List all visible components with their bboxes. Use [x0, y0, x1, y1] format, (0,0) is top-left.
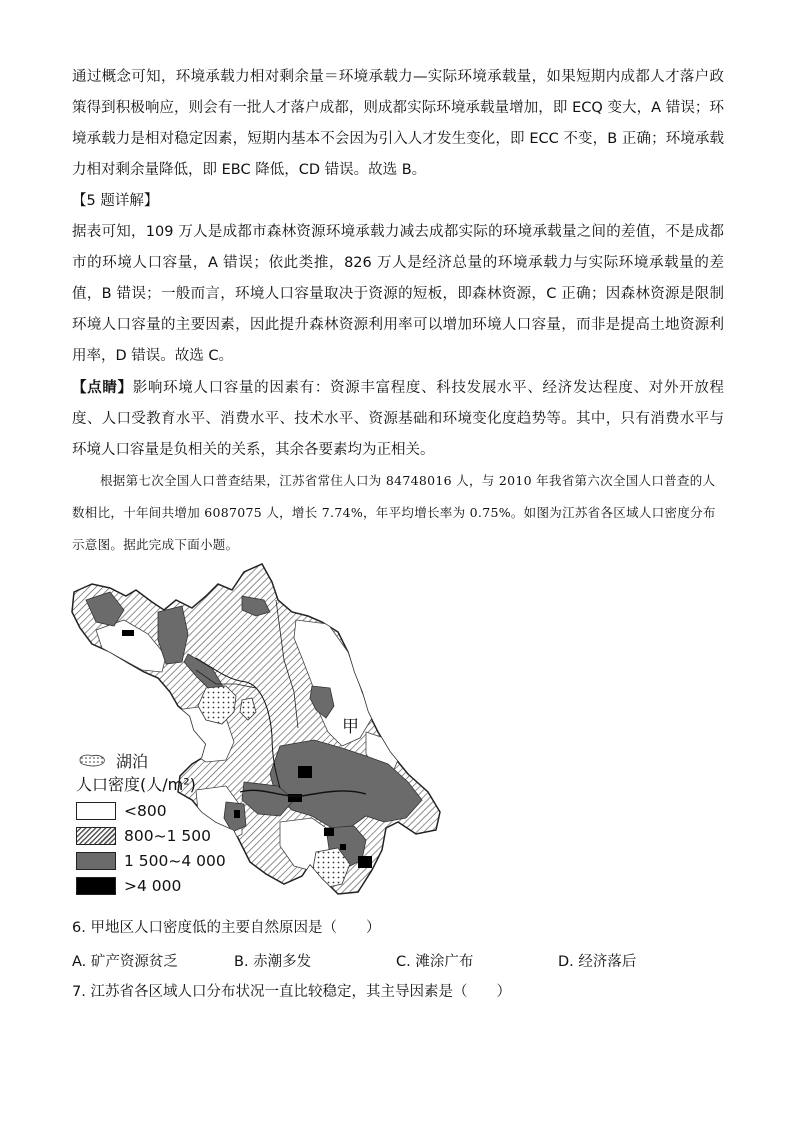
legend-item-4 — [76, 873, 236, 898]
map-legend — [76, 748, 236, 898]
q6-option-d[interactable]: D. 经济落后 — [558, 954, 637, 970]
legend-swatch-hatched — [76, 827, 116, 845]
legend-lake-label: 湖泊 — [116, 751, 149, 771]
question-6-options — [72, 950, 712, 972]
explanation-5-text: 据表可知，109 万人是成都市森林资源环境承载力减去成都实际的环境承载量之间的差值，不是成都市的环境人口容量，A 错误；依此类推，826 万人是经济总量的环境承载力与实际环境承载量的差值，B 错误；一般而言，环境人口容量取决于资源的短板，即森林资源，C 正确；因森林资源是限制环境人口容量的主要因素，因此提升森林资源利用率可以增加环境人口容量，而非是提高土地资源利用率，D 错误。故选 C。 — [72, 224, 725, 364]
legend-swatch-white — [76, 802, 116, 820]
question-7-stem: 7. 江苏省各区域人口分布状况一直比较稳定，其主导因素是（ ） — [72, 984, 511, 1000]
tip-paragraph — [72, 373, 724, 466]
legend-item-2 — [76, 823, 236, 848]
tip-label: 【点睛】 — [72, 380, 133, 396]
legend-label-4: >4 000 — [124, 876, 182, 895]
city-core-4 — [358, 856, 372, 868]
heading-5: 【5 题详解】 — [72, 193, 159, 209]
q6-option-c[interactable]: C. 滩涂广布 — [396, 954, 474, 970]
question-intro: 根据第七次全国人口普查结果，江苏省常住人口为 84748016 人，与 2010 年我省第六次全国人口普查的人数相比，十年间共增加 6087075 人，增长 7.74%，年平均增长率为 0.75%。如图为江苏省各区域人口密度分布示意图。据此完成下面小题。 — [72, 473, 716, 552]
city-core-5 — [122, 630, 134, 636]
city-core-1 — [298, 766, 312, 778]
place-label-jia: 甲 — [342, 717, 359, 737]
city-core-3 — [324, 828, 334, 836]
legend-item-1 — [76, 798, 236, 823]
legend-lake-row — [76, 748, 236, 772]
legend-title: 人口密度(人/m²) — [76, 775, 196, 794]
q6-option-b[interactable]: B. 赤潮多发 — [234, 954, 312, 970]
legend-swatch-black — [76, 877, 116, 895]
legend-label-2: 800~1 500 — [124, 826, 211, 845]
lake-swatch-icon — [76, 752, 108, 768]
explanation-4-text: 通过概念可知，环境承载力相对剩余量＝环境承载力—实际环境承载量，如果短期内成都人才落户政策得到积极响应，则会有一批人才落户成都，则成都实际环境承载量增加，即 ECQ 变大，A 错误；环境承载力是相对稳定因素，短期内基本不会因为引入人才发生变化，即 ECC 不变，B 正确；环境承载力相对剩余量降低，即 EBC 降低，CD 错误。故选 B。 — [72, 69, 724, 178]
question-6-stem: 6. 甲地区人口密度低的主要自然原因是（ ） — [72, 920, 381, 936]
q6-option-a[interactable]: A. 矿产资源贫乏 — [72, 954, 178, 970]
tip-text: 影响环境人口容量的因素有：资源丰富程度、科技发展水平、经济发达程度、对外开放程度、人口受教育水平、消费水平、技术水平、资源基础和环境变化度趋势等。其中，只有消费水平与环境人口容量是负相关的关系，其余各要素均为正相关。 — [72, 380, 725, 458]
legend-label-1: <800 — [124, 801, 167, 820]
legend-label-3: 1 500~4 000 — [124, 851, 226, 870]
legend-item-3 — [76, 848, 236, 873]
city-core-7 — [340, 844, 346, 850]
legend-swatch-gray — [76, 852, 116, 870]
